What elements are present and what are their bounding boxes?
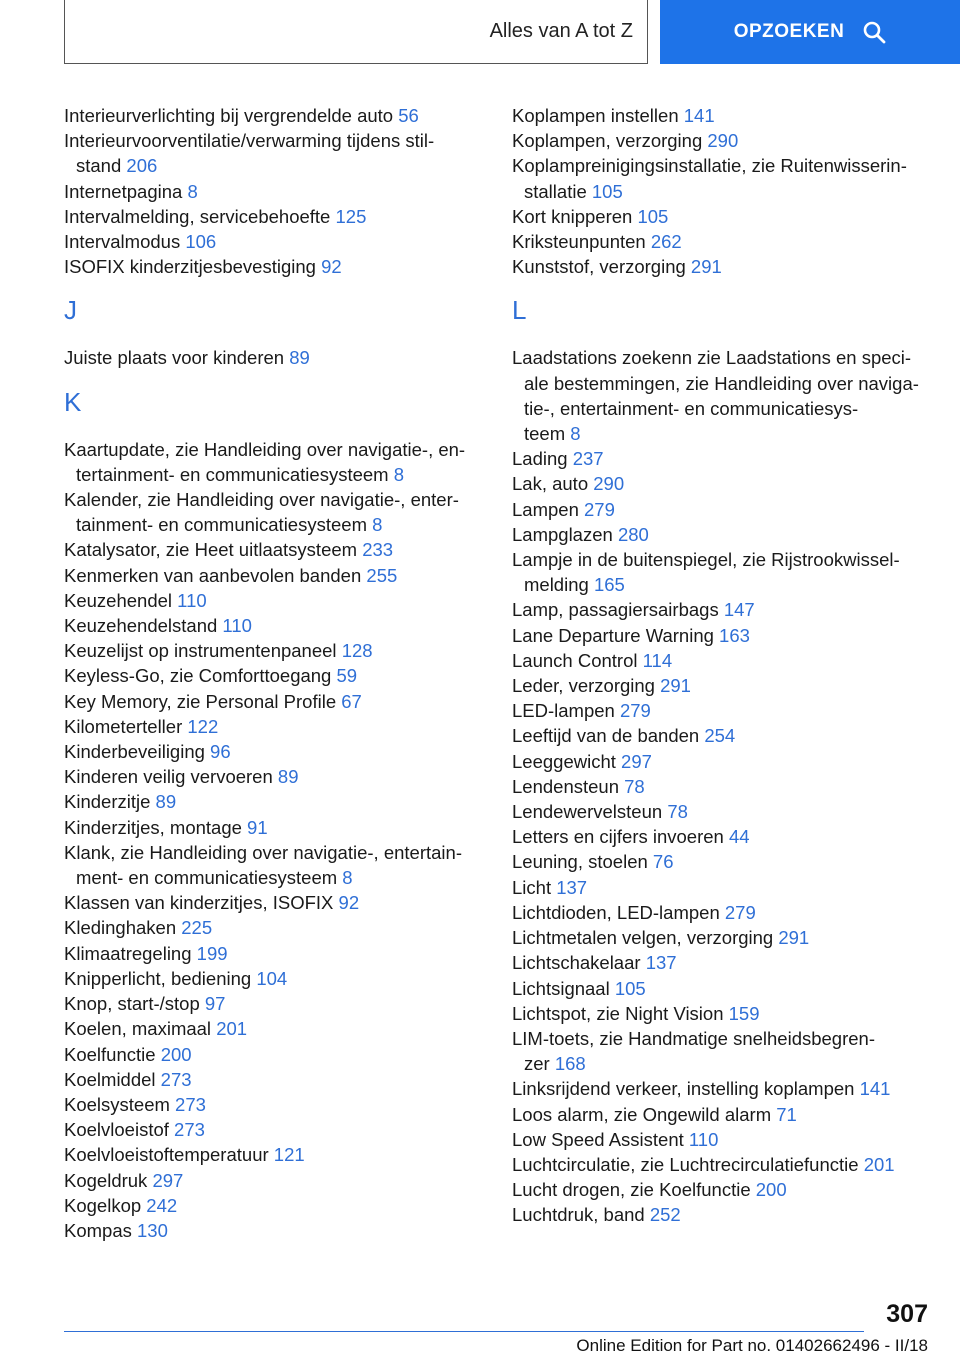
page-link[interactable]: 59 [336,665,358,687]
index-entry [512,128,932,153]
index-entry [64,1067,504,1092]
page-link[interactable]: 242 [146,1194,178,1216]
index-entry-text: Lucht drogen, zie Koelfunctie [512,1179,751,1201]
index-entry-text: Kinderzitjes, montage [64,816,242,838]
index-entry-text: Kinderen veilig vervoeren [64,766,273,788]
page-link[interactable]: 97 [204,993,226,1015]
index-entry-text: Juiste plaats voor kinderen [64,347,285,369]
index-entry-text: Kunststof, verzorging [512,256,686,278]
index-entry [64,1042,504,1067]
index-entry [512,471,932,496]
index-entry-text: Klimaatregeling [64,942,192,964]
page-link[interactable]: 233 [362,539,394,561]
index-entry [512,446,932,471]
index-entry [64,815,504,840]
page-link[interactable]: 165 [593,574,625,596]
index-entry-text: Licht [512,876,552,898]
index-entry-text: Lading [512,448,568,470]
index-entry-text: Kledinghaken [64,917,177,939]
page-link[interactable]: 290 [707,130,739,152]
index-entry-text: Lampglazen [512,523,613,545]
page-link[interactable]: 141 [683,105,715,126]
index-entry [64,1142,504,1167]
index-entry-text: Luchtcirculatie, zie Luchtrecirculatiefunctie [512,1153,859,1175]
index-entry [64,1218,504,1243]
index-entry [64,966,504,991]
index-entry-text: LIM-toets, zie Handmatige snelheidsbegren- zer [512,1027,875,1075]
page-link[interactable]: 163 [719,624,750,646]
page-link[interactable]: 137 [556,876,588,898]
index-entry-text: Koelvloeistof [64,1119,169,1141]
index-entry-text: Kenmerken van aanbevolen banden [64,564,362,586]
index-entry [512,1001,932,1026]
index-entry-text: Lichtspot, zie Night Vision [512,1002,724,1024]
index-entry [64,1168,504,1193]
page-link[interactable]: 273 [175,1093,206,1115]
index-entry [512,153,932,203]
page-link[interactable]: 128 [341,640,373,662]
page-link[interactable]: 262 [650,231,682,253]
page-link[interactable]: 273 [174,1119,205,1141]
index-entry-text: Leuning, stoelen [512,851,648,873]
index-entry [512,673,932,698]
index-entry [512,648,932,673]
index-entry-text: Knop, start-/stop [64,993,200,1015]
index-entry [512,345,932,446]
index-entry-text: Klassen van kinderzitjes, ISOFIX [64,892,334,914]
index-entry [64,487,504,537]
index-entry [64,764,504,789]
page-link[interactable]: 105 [637,205,669,227]
index-entry-text: Lendensteun [512,775,619,797]
page-link[interactable]: 279 [619,700,651,722]
page-link[interactable]: 122 [187,715,219,737]
index-entry [512,824,932,849]
index-entry-text: Katalysator, zie Heet uitlaatsysteem [64,539,358,561]
page-link[interactable]: 237 [572,448,604,470]
index-entry-text: Kalender, zie Handleiding over navigatie-, enter- tainment- en communicatiesysteem [64,489,459,536]
index-entry [512,1102,932,1127]
index-entry-text: Laadstations zoekenn zie Laadstations en speci- ale bestemmingen, zie Handleiding over naviga- tie-, entertainment- en communicatiesys- teem [512,347,919,445]
page-link[interactable]: 255 [366,564,398,586]
index-entry [64,1117,504,1142]
index-entry-text: Koelvloeistoftemperatuur [64,1144,269,1166]
page-link[interactable]: 71 [776,1103,797,1125]
index-entry [64,563,504,588]
index-entry [512,698,932,723]
page-link[interactable]: 279 [724,901,756,923]
page-link[interactable]: 254 [704,725,736,747]
page-link[interactable]: 206 [126,155,158,177]
index-entry-text: Koplampen, verzorging [512,130,703,152]
page-link[interactable]: 125 [335,205,367,227]
index-entry-text: Interieurvoorventilatie/verwarming tijdens stil- stand [64,130,435,177]
page-link[interactable]: 8 [372,514,383,536]
page-link[interactable]: 76 [652,851,674,873]
index-entry-text: Koelen, maximaal [64,1018,212,1040]
page-link[interactable]: 137 [645,952,677,974]
index-entry-text: Koplampen instellen [512,105,679,126]
page-link[interactable]: 91 [247,816,268,838]
index-entry-text: Interieurverlichting bij vergrendelde auto [64,105,394,126]
page-link[interactable]: 78 [667,801,688,823]
page-link[interactable]: 273 [160,1068,192,1090]
page-link[interactable]: 201 [863,1153,895,1175]
page-link[interactable]: 8 [187,180,198,202]
page-link[interactable]: 92 [321,256,342,278]
index-entry [64,663,504,688]
index-entry [64,437,504,487]
index-entry [512,749,932,774]
page-link[interactable]: 110 [177,589,207,611]
index-entry [512,723,932,748]
index-entry [512,875,932,900]
index-entry-text: Launch Control [512,649,638,671]
index-entry-text: Low Speed Assistent [512,1128,684,1150]
page-link[interactable]: 159 [728,1002,760,1024]
index-entry [512,522,932,547]
page-link[interactable]: 200 [160,1043,192,1065]
index-entry-text: Klank, zie Handleiding over navigatie-, entertain- ment- en communicatiesysteem [64,841,462,889]
page-link[interactable]: 89 [277,766,299,788]
index-entry [512,229,932,254]
page-number: 307 [886,1300,928,1328]
page-link[interactable]: 105 [591,180,623,202]
page-link[interactable]: 141 [859,1078,891,1100]
index-entry [512,103,932,128]
index-entry [64,689,504,714]
page-link[interactable]: 92 [338,892,360,914]
tab-opzoeken[interactable] [660,0,960,64]
index-entry [512,849,932,874]
index-entry-text: Lichtdioden, LED-lampen [512,901,720,923]
index-entry-text: Lane Departure Warning [512,624,714,646]
index-entry [64,128,504,178]
index-entry-text: LED-lampen [512,700,615,722]
index-entry-text: Luchtdruk, band [512,1204,645,1226]
page-link[interactable]: 106 [185,231,217,253]
index-entry [512,597,932,622]
index-entry-text: Intervalmodus [64,231,181,253]
page-link[interactable]: 78 [624,775,645,797]
index-entry [512,900,932,925]
index-entry-text: Leeftijd van de banden [512,725,700,747]
page-link[interactable]: 199 [196,942,228,964]
index-entry [64,789,504,814]
index-entry [64,103,504,128]
index-entry-text: Lichtsignaal [512,977,610,999]
page-link[interactable]: 105 [614,977,646,999]
index-entry-text: Kriksteunpunten [512,231,646,253]
index-entry-text: Lichtmetalen velgen, verzorging [512,927,774,949]
index-entry-text: Kaartupdate, zie Handleiding over navigatie-, en- tertainment- en communicatiesysteem [64,438,466,485]
index-entry [512,547,932,597]
index-entry-text: Kort knipperen [512,205,633,227]
page-link[interactable]: 8 [393,463,405,485]
index-entry [512,950,932,975]
page-link[interactable]: 67 [341,690,362,712]
index-entry [512,1177,932,1202]
page-link[interactable]: 280 [617,523,649,545]
page-link[interactable]: 8 [342,867,353,889]
page-link[interactable]: 168 [554,1053,586,1075]
page-link[interactable]: 114 [642,649,673,671]
index-entry [512,1127,932,1152]
index-entry [512,774,932,799]
index-entry [512,925,932,950]
page-link[interactable]: 96 [210,741,231,763]
index-entry [64,890,504,915]
index-entry [64,739,504,764]
page-link[interactable]: 89 [289,347,310,369]
index-entry-text: ISOFIX kinderzitjesbevestiging [64,256,316,278]
index-column-right [512,103,932,1228]
index-entry-text: Koplampreinigingsinstallatie, zie Ruitenwisserin- stallatie [512,155,907,202]
index-entry-text: Leder, verzorging [512,675,655,697]
index-entry-text: Keuzelijst op instrumentenpaneel [64,640,337,662]
page-link[interactable]: 44 [728,826,750,848]
index-entry-text: Koelmiddel [64,1068,156,1090]
page-link[interactable]: 110 [222,615,252,637]
index-entry [64,1016,504,1041]
index-entry-text: Lamp, passagiersairbags [512,599,719,621]
index-entry [64,254,504,279]
index-entry [512,976,932,1001]
index-entry-text: Internetpagina [64,180,183,202]
index-entry [64,345,504,370]
index-entry [64,714,504,739]
index-entry-text: Kogeldruk [64,1169,148,1191]
search-icon [862,20,886,44]
tab-alles-van-a-tot-z[interactable] [64,0,648,64]
index-entry-text: Kompas [64,1219,132,1241]
index-entry [512,204,932,229]
tab-az-label: Alles van A tot Z [489,20,633,42]
page-link[interactable]: 8 [570,423,581,445]
page-link[interactable]: 200 [755,1179,787,1201]
index-entry-text: Lendewervelsteun [512,801,663,823]
page-link[interactable]: 279 [584,498,615,520]
index-letter-heading: J [64,295,77,326]
index-entry [64,915,504,940]
page-link[interactable]: 225 [181,917,213,939]
index-entry [512,254,932,279]
index-column-left [64,103,504,1243]
index-entry [64,179,504,204]
index-entry-text: Lampje in de buitenspiegel, zie Rijstrookwissel- melding [512,549,900,596]
index-entry [64,1092,504,1117]
index-entry [64,537,504,562]
index-letter-heading: K [64,386,82,417]
index-entry-text: Kinderbeveiliging [64,741,205,763]
index-entry-text: Linksrijdend verkeer, instelling koplampen [512,1078,855,1100]
page-link[interactable]: 252 [649,1204,681,1226]
index-entry [512,497,932,522]
page-link[interactable]: 89 [155,791,177,813]
index-letter-heading: L [512,295,527,326]
footer-divider [64,1331,864,1332]
index-entry [64,613,504,638]
page-link[interactable]: 121 [273,1144,305,1166]
index-entry-text: Keuzehendelstand [64,615,218,637]
top-navigation [64,0,960,66]
index-entry-text: Kogelkop [64,1194,142,1216]
index-entry [512,1152,932,1177]
page-link[interactable]: 110 [688,1128,719,1150]
index-entry-text: Koelfunctie [64,1043,156,1065]
index-entry-text: Letters en cijfers invoeren [512,826,724,848]
index-entry [64,229,504,254]
page-link[interactable]: 56 [398,105,419,126]
index-entry [512,799,932,824]
page-link[interactable]: 130 [137,1219,168,1241]
index-entry-text: Koelsysteem [64,1093,170,1115]
index-entry [64,840,504,890]
page-link[interactable]: 297 [621,750,652,772]
page-link[interactable]: 291 [778,927,810,949]
index-entry [512,1076,932,1101]
index-entry [64,588,504,613]
index-entry [64,1193,504,1218]
index-entry-text: Loos alarm, zie Ongewild alarm [512,1103,772,1125]
index-entry-text: Lichtschakelaar [512,952,641,974]
index-entry-text: Keuzehendel [64,589,173,611]
index-entry-text: Keyless-Go, zie Comforttoegang [64,665,332,687]
index-entry-text: Kilometerteller [64,715,183,737]
page-link[interactable]: 291 [690,256,722,278]
index-entry-text: Leeggewicht [512,750,616,772]
tab-search-label: OPZOEKEN [733,21,845,42]
index-entry-text: Knipperlicht, bediening [64,967,252,989]
page-link[interactable]: 290 [593,473,625,495]
index-entry [64,991,504,1016]
page-link[interactable]: 104 [256,967,288,989]
index-entry-text: Kinderzitje [64,791,151,813]
index-entry-text: Lak, auto [512,473,589,495]
index-entry-text: Lampen [512,498,579,520]
index-entry [512,1202,932,1227]
page-link[interactable]: 201 [216,1018,248,1040]
index-entry [64,941,504,966]
index-entry [64,638,504,663]
page-link[interactable]: 297 [152,1169,184,1191]
index-entry-text: Key Memory, zie Personal Profile [64,690,337,712]
index-entry [512,1026,932,1076]
index-entry-text: Intervalmelding, servicebehoefte [64,205,331,227]
index-entry [64,204,504,229]
page-link[interactable]: 147 [723,599,755,621]
edition-info: Online Edition for Part no. 01402662496 - II/18 [576,1336,928,1355]
page-link[interactable]: 291 [660,675,691,697]
index-entry [512,623,932,648]
